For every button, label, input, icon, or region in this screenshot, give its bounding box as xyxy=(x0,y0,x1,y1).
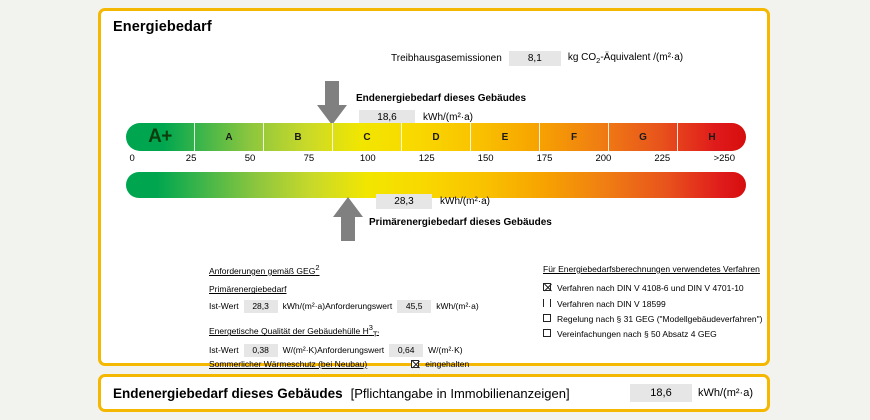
method-label: Vereinfachungen nach § 50 Absatz 4 GEG xyxy=(557,329,717,340)
ist-wert-label: Ist-Wert xyxy=(209,300,239,311)
method-label: Regelung nach § 31 GEG ("Modellgebäudeverfahren") xyxy=(557,313,763,324)
class-segment: C xyxy=(333,123,402,151)
ghg-unit-post: -Äquivalent /(m²·a) xyxy=(600,52,684,63)
footer-unit: kWh/(m²·a) xyxy=(698,387,753,399)
method-checkbox-din4108[interactable] xyxy=(543,283,551,291)
endenergie-caption: Endenergiebedarf dieses Gebäudes xyxy=(356,93,527,104)
scale-tick: 100 xyxy=(359,153,376,164)
primary-energy-values-row xyxy=(209,300,479,313)
endenergie-unit: kWh/(m²·a) xyxy=(423,112,473,123)
ist-wert-unit: W/(m²·K) xyxy=(282,344,318,355)
ist-wert-unit: kWh/(m²·a) xyxy=(282,300,326,311)
class-segment: A+ xyxy=(126,123,195,151)
class-segments xyxy=(126,123,746,151)
greenhouse-gas-value: 8,1 xyxy=(509,51,561,66)
method-option[interactable] xyxy=(543,282,775,294)
greenhouse-gas-row xyxy=(391,51,683,66)
summer-heat-protection-label: Sommerlicher Wärmeschutz (bei Neubau) xyxy=(209,359,368,369)
anforderungswert-unit: kWh/(m²·a) xyxy=(436,300,479,311)
primaerenergie-value: 28,3 xyxy=(376,194,432,209)
method-option[interactable] xyxy=(543,328,775,340)
envelope-quality-subheading xyxy=(209,323,459,340)
anforderungswert-label: Anforderungswert xyxy=(325,300,393,311)
summer-heat-protection-checkbox[interactable] xyxy=(411,360,419,368)
footer-panel xyxy=(98,374,770,412)
class-segment: G xyxy=(609,123,678,151)
requirements-heading-text: Anforderungen gemäß GEG xyxy=(209,265,316,276)
method-label: Verfahren nach DIN V 4108-6 und DIN V 4701-10 xyxy=(557,283,744,294)
endenergie-arrow-icon xyxy=(317,81,347,125)
scale-tick: 50 xyxy=(244,153,256,164)
primaerenergie-value-row xyxy=(376,194,490,209)
method-checkbox-modellgebaeude[interactable] xyxy=(543,314,551,322)
scale-tick: 200 xyxy=(595,153,612,164)
envelope-heading-sup: 3 xyxy=(368,323,373,333)
summer-heat-protection-value: eingehalten xyxy=(425,359,470,369)
greenhouse-gas-unit xyxy=(568,52,683,65)
energy-scale xyxy=(126,123,746,198)
efficiency-class-bar xyxy=(126,123,746,151)
energiebedarf-panel xyxy=(98,8,770,369)
class-segment: D xyxy=(402,123,471,151)
envelope-values-row xyxy=(209,344,463,357)
anforderungswert-value: 0,64 xyxy=(389,344,423,357)
scale-tick: >250 xyxy=(713,153,735,164)
envelope-heading-text: Energetische Qualität der Gebäudehülle H xyxy=(209,326,369,337)
requirements-heading-sup: 2 xyxy=(315,263,320,272)
page-title: Energiebedarf xyxy=(113,19,212,35)
endenergie-value: 18,6 xyxy=(359,110,415,125)
greenhouse-gas-label: Treibhausgasemissionen xyxy=(391,53,502,64)
scale-tick: 175 xyxy=(536,153,553,164)
class-segment: B xyxy=(264,123,333,151)
class-segment: F xyxy=(540,123,609,151)
scale-ticks xyxy=(126,153,746,169)
anforderungswert-unit: W/(m²·K) xyxy=(428,344,463,355)
footer-title: Endenergiebedarf dieses Gebäudes xyxy=(113,385,343,401)
anforderungswert-value: 45,5 xyxy=(397,300,431,313)
class-segment: E xyxy=(471,123,540,151)
primary-energy-subheading: Primärenergiebedarf xyxy=(209,284,287,295)
methods-heading: Für Energiebedarfsberechnungen verwendetes Verfahren xyxy=(543,264,760,274)
method-option[interactable] xyxy=(543,313,775,325)
requirements-block xyxy=(209,263,479,360)
summer-heat-protection-row xyxy=(209,359,469,369)
class-segment: A xyxy=(195,123,264,151)
footer-subtitle: [Pflichtangabe in Immobilienanzeigen] xyxy=(350,385,570,401)
ghg-unit-pre: kg CO xyxy=(567,52,597,63)
ist-wert-label: Ist-Wert xyxy=(209,344,239,355)
requirements-heading xyxy=(209,263,459,277)
scale-tick: 0 xyxy=(129,153,135,164)
method-option[interactable] xyxy=(543,298,775,310)
primaerenergie-unit: kWh/(m²·a) xyxy=(440,196,490,207)
scale-tick: 75 xyxy=(303,153,315,164)
scale-tick: 125 xyxy=(418,153,435,164)
primaerenergie-caption: Primärenergiebedarf dieses Gebäudes xyxy=(369,217,552,228)
anforderungswert-label: Anforderungswert xyxy=(317,344,385,355)
primaerenergie-arrow-icon xyxy=(333,197,363,241)
scale-tick: 225 xyxy=(654,153,671,164)
envelope-heading-sub: T' xyxy=(372,329,379,339)
method-checkbox-din18599[interactable] xyxy=(543,299,551,307)
scale-tick: 150 xyxy=(477,153,494,164)
scale-tick: 25 xyxy=(185,153,197,164)
ist-wert-value: 28,3 xyxy=(244,300,278,313)
methods-block xyxy=(543,263,775,344)
method-label: Verfahren nach DIN V 18599 xyxy=(557,298,666,309)
footer-value-row xyxy=(623,384,753,402)
method-checkbox-vereinfachungen[interactable] xyxy=(543,329,551,337)
class-segment: H xyxy=(708,131,716,143)
footer-value: 18,6 xyxy=(630,384,692,402)
ist-wert-value: 0,38 xyxy=(244,344,278,357)
ghg-unit-sub: 2 xyxy=(596,56,601,65)
